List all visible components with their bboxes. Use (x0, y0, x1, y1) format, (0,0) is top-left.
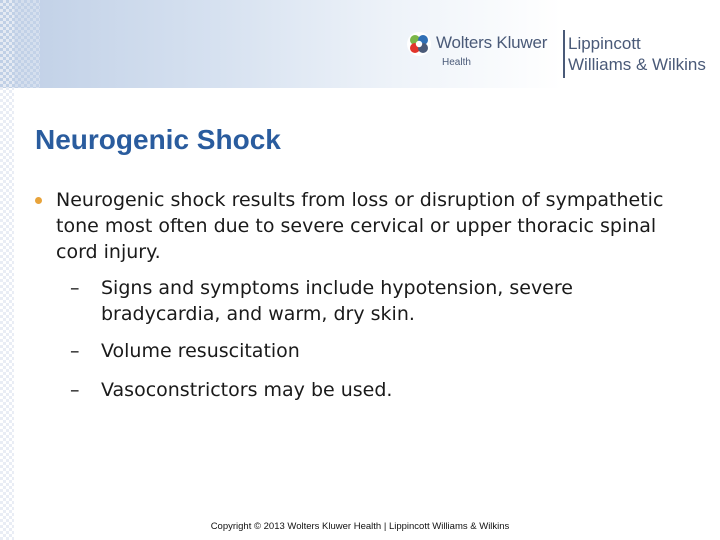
copyright-footer: Copyright © 2013 Wolters Kluwer Health | Lippincott Williams & Wilkins (210, 521, 510, 532)
side-pattern (0, 0, 14, 540)
logo-division: Health (442, 57, 471, 68)
publisher-logo (406, 28, 716, 80)
logo-imprint-line2: Williams & Wilkins (568, 55, 706, 74)
sub-bullet-dash: – (70, 277, 80, 299)
sub-bullet-item: Signs and symptoms include hypotension, severe bradycardia, and warm, dry skin. (101, 277, 573, 325)
sub-bullet-item: Vasoconstrictors may be used. (101, 379, 393, 401)
bullet-item: Neurogenic shock results from loss or disruption of sympathetic tone most often due to severe cervical or upper thoracic spinal cord injury. (56, 189, 664, 263)
slide-title: Neurogenic Shock (35, 124, 281, 155)
bullet-dot-icon (35, 197, 42, 204)
sub-bullet-dash: – (70, 379, 80, 401)
logo-company-name: Wolters Kluwer (436, 33, 548, 52)
sub-bullet-dash: – (70, 340, 80, 362)
sub-bullet-item: Volume resuscitation (101, 340, 300, 362)
wolters-kluwer-logo-icon (406, 31, 432, 57)
logo-imprint-line1: Lippincott (568, 34, 641, 53)
logo-divider (563, 30, 565, 78)
